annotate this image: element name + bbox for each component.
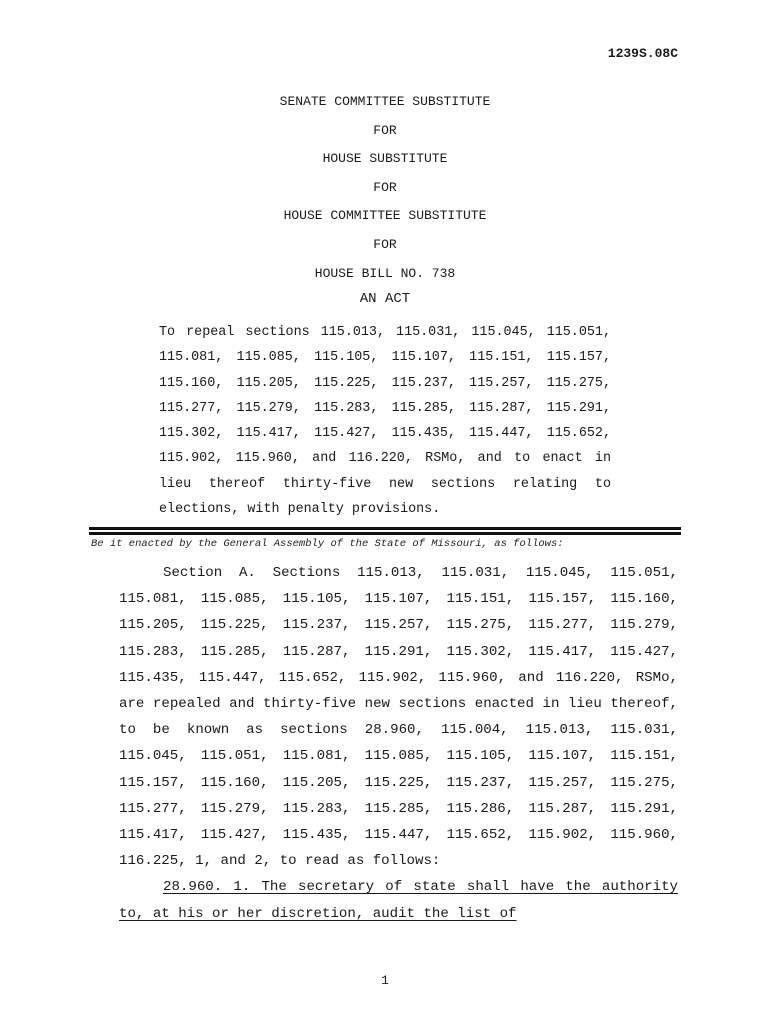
bill-title-block bbox=[0, 93, 770, 293]
section-a-paragraph: Section A. Sections 115.013, 115.031, 115.045, 115.051, 115.081, 115.085, 115.105, 115.107, 115.151, 115.157, 115.160, 115.205, 115.225, 115.237, 115.257, 115.275, 115.277, 115.279, 115.283, 115.285, 115.287, 115.291, 115.302, 115.417, 115.427, 115.435, 115.447, 115.652, 115.902, 115.960, and 116.220, RSMo, are repealed and thirty-five new sections enacted in lieu thereof, to be known as sections 28.960, 115.004, 115.013, 115.031, 115.045, 115.051, 115.081, 115.085, 115.105, 115.107, 115.151, 115.157, 115.160, 115.205, 115.225, 115.237, 115.257, 115.275, 115.277, 115.279, 115.283, 115.285, 115.286, 115.287, 115.291, 115.417, 115.427, 115.435, 115.447, 115.652, 115.902, 115.960, 116.225, 1, and 2, to read as follows: bbox=[119, 565, 678, 870]
new-section-paragraph bbox=[119, 874, 678, 926]
title-line: FOR bbox=[373, 122, 397, 138]
title-line: SENATE COMMITTEE SUBSTITUTE bbox=[279, 94, 491, 109]
title-line: FOR bbox=[373, 236, 397, 252]
enacting-clause: Be it enacted by the General Assembly of the State of Missouri, as follows: bbox=[91, 538, 564, 550]
bill-summary: To repeal sections 115.013, 115.031, 115.045, 115.051, 115.081, 115.085, 115.105, 115.107, 115.151, 115.157, 115.160, 115.205, 115.225, 115.237, 115.257, 115.275, 115.277, 115.279, 115.283, 115.285, 115.287, 115.291, 115.302, 115.417, 115.427, 115.435, 115.447, 115.652, 115.902, 115.960, and 116.220, RSMo, and to enact in lieu thereof thirty-five new sections relating to elections, with penalty provisions. bbox=[159, 325, 611, 518]
bill-body bbox=[119, 560, 678, 927]
title-line: FOR bbox=[373, 179, 397, 195]
new-section-text: 28.960. 1. The secretary of state shall have the authority to, at his or her discretion, audit the list of bbox=[119, 879, 678, 922]
title-line: HOUSE COMMITTEE SUBSTITUTE bbox=[283, 208, 487, 224]
an-act-heading: AN ACT bbox=[359, 291, 411, 307]
divider-rule-top bbox=[89, 527, 681, 530]
title-line: HOUSE SUBSTITUTE bbox=[322, 151, 448, 167]
bill-identifier: 1239S.08C bbox=[607, 46, 678, 61]
divider-rule-bottom bbox=[89, 532, 681, 535]
title-line: HOUSE BILL NO. 738 bbox=[314, 265, 456, 281]
page-number: 1 bbox=[381, 973, 389, 988]
